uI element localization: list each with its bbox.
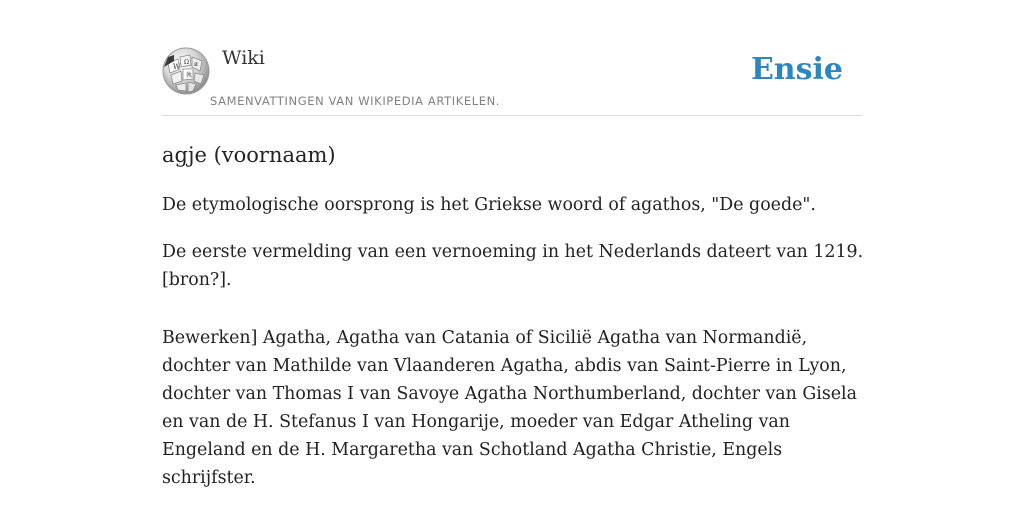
svg-text:Ω: Ω xyxy=(184,59,189,66)
ensie-brand-link[interactable]: Ensie xyxy=(750,52,843,87)
article-paragraph: Bewerken] Agatha, Agatha van Catania of Sicilië Agatha van Normandië, dochter van Mathilde van Vlaanderen Agatha, abdis van Saint-Pierre in Lyon, dochter van Thomas I van Savoye Agatha Northumberland, dochter van Gisela en van de H. Stefanus I van Hongarije, moeder van Edgar Atheling van Engeland en de H. Margaretha van Schotland Agatha Christie, Engels schrijfster. xyxy=(162,328,857,488)
site-header xyxy=(162,44,862,116)
article-title: agje (voornaam) xyxy=(162,143,336,167)
svg-text:и: и xyxy=(194,61,198,68)
site-tagline: SAMENVATTINGEN VAN WIKIPEDIA ARTIKELEN. xyxy=(210,94,501,108)
article-content xyxy=(162,140,872,511)
svg-text:執: 執 xyxy=(186,72,193,79)
article-paragraph: De eerste vermelding van een vernoeming in het Nederlands dateert van 1219. [bron?]. xyxy=(162,242,864,290)
wikipedia-globe-icon[interactable] xyxy=(162,47,210,95)
svg-text:W: W xyxy=(173,63,181,71)
article-paragraph: De etymologische oorsprong is het Griekse woord of agathos, "De goede". xyxy=(162,195,816,215)
site-name[interactable]: Wiki xyxy=(222,47,265,69)
